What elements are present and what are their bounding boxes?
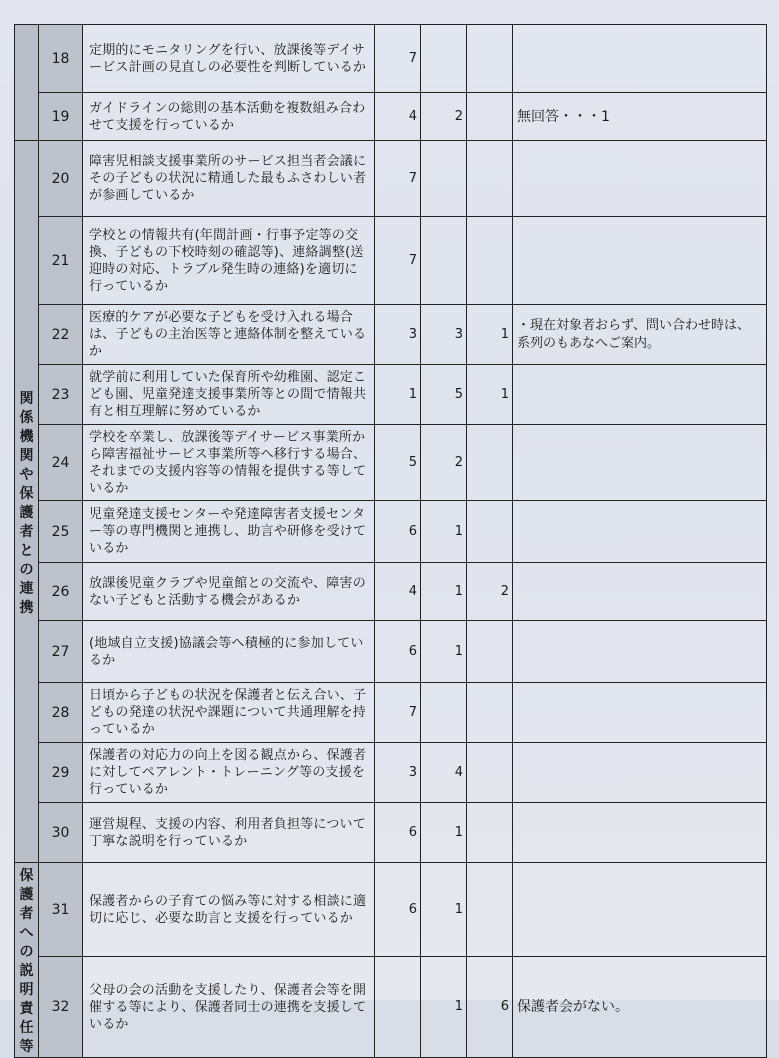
table-row (15, 621, 767, 683)
comment (513, 425, 767, 501)
count-partly (421, 141, 467, 217)
count-no (467, 863, 513, 957)
question-text: ガイドラインの総則の基本活動を複数組み合わせて支援を行っているか (83, 93, 375, 141)
count-no (467, 683, 513, 743)
question-text: 定期的にモニタリングを行い、放課後等デイサービス計画の見直しの必要性を判断しているか (83, 25, 375, 93)
item-number: 26 (39, 563, 83, 621)
count-partly (421, 217, 467, 305)
count-partly: 2 (421, 425, 467, 501)
item-number: 23 (39, 365, 83, 425)
count-partly: 1 (421, 803, 467, 863)
question-text: 保護者の対応力の向上を図る観点から、保護者に対してペアレント・トレーニング等の支援を行っているか (83, 743, 375, 803)
item-number: 22 (39, 305, 83, 365)
table-row (15, 957, 767, 1058)
comment: 無回答・・・1 (513, 93, 767, 141)
count-yes: 5 (375, 425, 421, 501)
count-partly (421, 25, 467, 93)
question-text: 父母の会の活動を支援したり、保護者会等を開催する等により、保護者同士の連携を支援しているか (83, 957, 375, 1058)
comment: ・現在対象者おらず、問い合わせ時は、系列のもあなへご案内。 (513, 305, 767, 365)
count-no (467, 621, 513, 683)
item-number: 18 (39, 25, 83, 93)
count-partly: 1 (421, 621, 467, 683)
question-text: 運営規程、支援の内容、利用者負担等について丁寧な説明を行っているか (83, 803, 375, 863)
question-text: 学校との情報共有(年間計画・行事予定等の交換、子どもの下校時刻の確認等)、連絡調整(送迎時の対応、トラブル発生時の連絡)を適切に行っているか (83, 217, 375, 305)
question-text: (地域自立支援)協議会等へ積極的に参加しているか (83, 621, 375, 683)
comment (513, 563, 767, 621)
count-no (467, 743, 513, 803)
count-no: 6 (467, 957, 513, 1058)
count-yes: 7 (375, 25, 421, 93)
question-text: 就学前に利用していた保育所や幼稚園、認定こども園、児童発達支援事業所等との間で情報共有と相互理解に努めているか (83, 365, 375, 425)
count-partly: 3 (421, 305, 467, 365)
table-row (15, 93, 767, 141)
comment (513, 621, 767, 683)
item-number: 28 (39, 683, 83, 743)
evaluation-table (14, 24, 767, 1058)
table-body (15, 25, 767, 1058)
question-text: 学校を卒業し、放課後等デイサービス事業所から障害福祉サービス事業所等へ移行する場合、それまでの支援内容等の情報を提供する等しているか (83, 425, 375, 501)
count-partly: 1 (421, 957, 467, 1058)
table-row (15, 305, 767, 365)
count-no (467, 25, 513, 93)
count-yes (375, 957, 421, 1058)
item-number: 27 (39, 621, 83, 683)
count-yes: 3 (375, 743, 421, 803)
count-yes: 6 (375, 803, 421, 863)
item-number: 21 (39, 217, 83, 305)
table-row (15, 141, 767, 217)
count-partly (421, 683, 467, 743)
category-cell-blank (15, 25, 39, 141)
item-number: 29 (39, 743, 83, 803)
item-number: 25 (39, 501, 83, 563)
table-row (15, 501, 767, 563)
table-row (15, 803, 767, 863)
count-no: 1 (467, 365, 513, 425)
count-yes: 6 (375, 621, 421, 683)
count-no (467, 141, 513, 217)
count-yes: 3 (375, 305, 421, 365)
count-yes: 7 (375, 217, 421, 305)
item-number: 31 (39, 863, 83, 957)
item-number: 24 (39, 425, 83, 501)
table-row (15, 365, 767, 425)
count-yes: 6 (375, 501, 421, 563)
table-row (15, 25, 767, 93)
question-text: 児童発達支援センターや発達障害者支援センター等の専門機関と連携し、助言や研修を受けているか (83, 501, 375, 563)
item-number: 32 (39, 957, 83, 1058)
comment (513, 501, 767, 563)
question-text: 放課後児童クラブや児童館との交流や、障害のない子どもと活動する機会があるか (83, 563, 375, 621)
table-row (15, 563, 767, 621)
count-partly: 1 (421, 863, 467, 957)
count-yes: 4 (375, 93, 421, 141)
count-yes: 4 (375, 563, 421, 621)
count-no: 1 (467, 305, 513, 365)
comment: 保護者会がない。 (513, 957, 767, 1058)
comment (513, 365, 767, 425)
question-text: 保護者からの子育ての悩み等に対する相談に適切に応じ、必要な助言と支援を行っているか (83, 863, 375, 957)
comment (513, 743, 767, 803)
comment (513, 141, 767, 217)
category-label: 保 護 者 へ の 説 明 責 任 等 (15, 863, 39, 1058)
comment (513, 25, 767, 93)
count-no: 2 (467, 563, 513, 621)
count-yes: 7 (375, 141, 421, 217)
question-text: 日頃から子どもの状況を保護者と伝え合い、子どもの発達の状況や課題について共通理解を持っているか (83, 683, 375, 743)
count-partly: 4 (421, 743, 467, 803)
count-no (467, 501, 513, 563)
comment (513, 217, 767, 305)
question-text: 障害児相談支援事業所のサービス担当者会議にその子どもの状況に精通した最もふさわしい者が参画しているか (83, 141, 375, 217)
table-row (15, 863, 767, 957)
count-yes: 7 (375, 683, 421, 743)
count-no (467, 217, 513, 305)
count-no (467, 425, 513, 501)
table-row (15, 743, 767, 803)
table-row (15, 217, 767, 305)
count-partly: 1 (421, 501, 467, 563)
count-partly: 2 (421, 93, 467, 141)
table-row (15, 683, 767, 743)
comment (513, 683, 767, 743)
item-number: 19 (39, 93, 83, 141)
count-partly: 5 (421, 365, 467, 425)
item-number: 30 (39, 803, 83, 863)
item-number: 20 (39, 141, 83, 217)
count-partly: 1 (421, 563, 467, 621)
count-yes: 6 (375, 863, 421, 957)
comment (513, 863, 767, 957)
comment (513, 803, 767, 863)
count-no (467, 803, 513, 863)
count-yes: 1 (375, 365, 421, 425)
question-text: 医療的ケアが必要な子どもを受け入れる場合は、子どもの主治医等と連絡体制を整えているか (83, 305, 375, 365)
table-row (15, 425, 767, 501)
count-no (467, 93, 513, 141)
category-label: 関 係 機 関 や 保 護 者 と の 連 携 (15, 141, 39, 863)
